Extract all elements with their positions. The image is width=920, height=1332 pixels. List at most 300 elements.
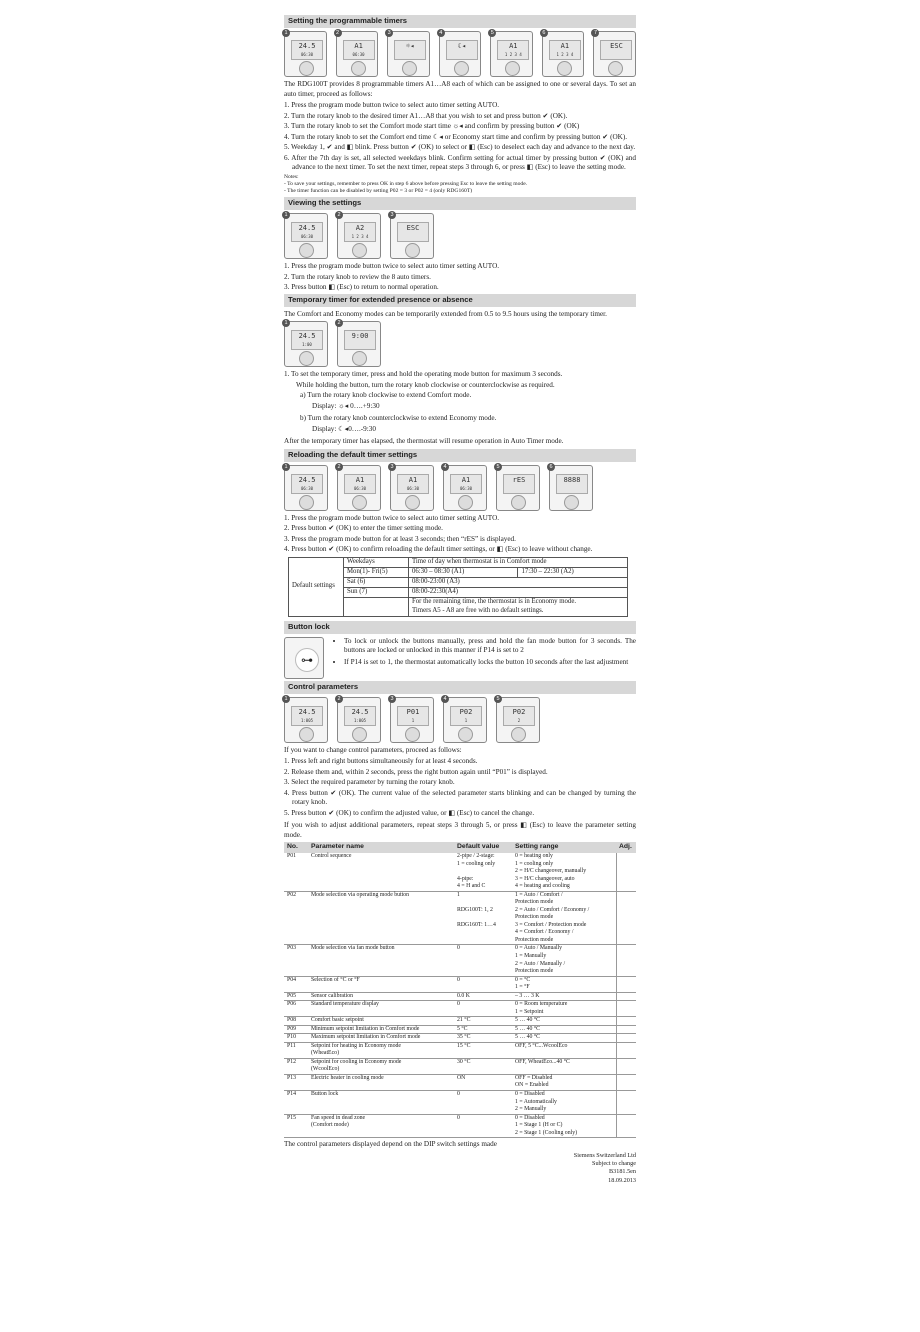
viewing-illustrations [284, 213, 636, 259]
button-lock-bullets [330, 637, 636, 679]
param-name: Comfort basic setpoint [308, 1017, 454, 1026]
reload-step: 3. Press the program mode button for at least 3 seconds; then “rES” is displayed. [284, 534, 516, 543]
thermostat-display [291, 330, 323, 350]
display-subvalue: 06:30 [300, 52, 314, 57]
rotary-knob-icon [299, 61, 314, 76]
thermostat-display [450, 474, 482, 494]
param-default: 0 [454, 976, 512, 992]
param-name: Fan speed in dead zone (Comfort mode) [308, 1114, 454, 1138]
step-number-badge: 1 [282, 463, 290, 471]
thermostat-display [497, 40, 529, 60]
temp-step: a) Turn the rotary knob clockwise to extend Comfort mode. [300, 391, 472, 400]
table-note: For the remaining time, the thermostat is in Economy mode. [412, 597, 577, 605]
param-name: Setpoint for heating in Economy mode (WheatEco) [308, 1042, 454, 1058]
footer-line: Siemens Switzerland Ltd [573, 1151, 636, 1159]
thermostat-illustration [284, 213, 328, 259]
param-adjust [616, 945, 636, 976]
param-default: 21 °C [454, 1017, 512, 1026]
param-range: 0 = Auto / Manually 1 = Manually 2 = Auto / Manually / Protection mode [512, 945, 616, 976]
thermostat-illustration [496, 465, 540, 511]
reload-illustrations [284, 465, 636, 511]
rotary-knob-icon [564, 495, 579, 510]
temp-step: b) Turn the rotary knob counterclockwise to extend Economy mode. [300, 414, 497, 423]
column-header: Parameter name [308, 842, 454, 853]
temp-display: Display: ☼◂ 0….+9:30 [312, 401, 380, 410]
reload-step: 4. Press button ✔ (OK) to confirm reloading the default timer settings, or ◧ (Esc) to leave without change. [284, 545, 593, 554]
display-value: 8888 [563, 475, 581, 484]
rotary-knob-icon [352, 727, 367, 742]
table-header-row [284, 842, 636, 853]
param-range: OFF, 5 °C...WcoolEco [512, 1042, 616, 1058]
step-number-badge: 6 [547, 463, 555, 471]
thermostat-illustration [443, 697, 487, 743]
rotary-knob-icon [511, 727, 526, 742]
thermostat-illustration [593, 31, 636, 77]
thermostat-display [291, 706, 323, 726]
display-subvalue: 1:005 [353, 717, 367, 723]
param-number: P02 [284, 891, 308, 945]
thermostat-illustration [337, 321, 381, 367]
timers-step: 1. Press the program mode button twice to select auto timer setting AUTO. [284, 101, 500, 109]
temp-step: While holding the button, turn the rotary knob clockwise or counterclockwise as required. [296, 380, 555, 389]
param-default: 0 [454, 945, 512, 976]
parameters-table [284, 842, 636, 1138]
step-number-badge: 2 [335, 695, 343, 703]
thermostat-illustration [284, 321, 328, 367]
section-heading-temporary-timer: Temporary timer for extended presence or absence [284, 294, 636, 307]
thermostat-display [450, 706, 482, 726]
rotary-knob-icon [299, 243, 314, 258]
display-value: A2 [355, 224, 365, 233]
param-default: 0 [454, 1001, 512, 1017]
param-number: P11 [284, 1042, 308, 1058]
rotary-knob-icon [458, 495, 473, 510]
footer [284, 1152, 636, 1185]
footer-line: 18.09.2013 [608, 1176, 636, 1184]
thermostat-illustration [443, 465, 487, 511]
step-number-badge: 2 [335, 211, 343, 219]
section-heading-button-lock: Button lock [284, 621, 636, 634]
step-number-badge: 2 [335, 319, 343, 327]
footer-line: B3181.5en [609, 1168, 636, 1176]
rotary-knob-icon [454, 61, 469, 76]
display-value: A1 [408, 475, 418, 484]
params-step: 2. Release them and, within 2 seconds, press the right button again until “P01” is displayed. [284, 767, 548, 776]
param-name: Selection of °C or °F [308, 976, 454, 992]
step-number-badge: 5 [494, 463, 502, 471]
thermostat-illustration [387, 31, 430, 77]
thermostat-illustration [336, 31, 379, 77]
param-number: P10 [284, 1034, 308, 1043]
display-subvalue: 1:00 [302, 342, 312, 348]
step-number-badge: 1 [282, 29, 290, 37]
step-number-badge: 2 [335, 463, 343, 471]
table-row [284, 976, 636, 992]
display-subvalue: 06:30 [300, 234, 314, 240]
display-value: A1 [461, 475, 471, 484]
display-value: ☼◂ [405, 42, 415, 50]
thermostat-display [291, 222, 323, 242]
thermostat-display [397, 706, 429, 726]
param-name: Electric heater in cooling mode [308, 1074, 454, 1090]
param-adjust [616, 1025, 636, 1034]
display-value: 24.5 [298, 475, 316, 484]
step-number-badge: 3 [388, 695, 396, 703]
param-number: P01 [284, 853, 308, 891]
document-page [284, 14, 636, 1185]
display-subvalue: 1 [411, 717, 415, 723]
table-cell: Mon(1)- Fri(5) [344, 567, 409, 577]
thermostat-illustration [490, 31, 533, 77]
timers-step: 6. After the 7th day is set, all selected weekdays blink. Confirm setting for actual timer by pressing button ✔ (OK) and advance to the next timer. To set the next timer, repeat steps 3 through 6, or press ◧ (Esc) to leave the setting mode. [284, 153, 636, 171]
rotary-knob-icon [405, 727, 420, 742]
column-header: No. [284, 842, 308, 853]
step-number-badge: 3 [385, 29, 393, 37]
timers-steps [284, 101, 636, 173]
param-default: 15 °C [454, 1042, 512, 1058]
param-range: – 3 … 3 K [512, 992, 616, 1001]
param-range: 5 … 40 °C [512, 1025, 616, 1034]
params-repeat: If you wish to adjust additional parameters, repeat steps 3 through 5, or press ◧ (Esc) to leave the parameter setting mode. [284, 821, 636, 839]
param-name: Minimum setpoint limitation in Comfort mode [308, 1025, 454, 1034]
key-icon: ⊶ [295, 648, 319, 672]
table-cell [409, 597, 628, 616]
param-number: P08 [284, 1017, 308, 1026]
section-heading-control-parameters: Control parameters [284, 681, 636, 694]
thermostat-display [344, 222, 376, 242]
timers-step: 5. Weekday 1, ✔ and ◧ blink. Press button ✔ (OK) to select or ◧ (Esc) to deselect each day and advance to the next day. [284, 143, 636, 151]
table-row [284, 1114, 636, 1138]
step-number-badge: 4 [437, 29, 445, 37]
thermostat-display [344, 706, 376, 726]
step-number-badge: 5 [488, 29, 496, 37]
thermostat-display [397, 474, 429, 494]
step-number-badge: 2 [334, 29, 342, 37]
rotary-knob-icon [405, 243, 420, 258]
table-cell [344, 597, 409, 616]
thermostat-illustration [542, 31, 585, 77]
table-row [284, 945, 636, 976]
param-default: 35 °C [454, 1034, 512, 1043]
thermostat-display [446, 40, 478, 60]
param-number: P12 [284, 1058, 308, 1074]
table-cell: 08:00-22:30(A4) [409, 587, 628, 597]
table-row [284, 1025, 636, 1034]
viewing-step: 2. Turn the rotary knob to review the 8 auto timers. [284, 272, 431, 281]
rotary-knob-icon [405, 495, 420, 510]
rotary-knob-icon [351, 61, 366, 76]
viewing-step: 1. Press the program mode button twice to select auto timer setting AUTO. [284, 262, 500, 271]
param-range: 0 = Disabled 1 = Automatically 2 = Manually [512, 1091, 616, 1115]
thermostat-display [503, 706, 535, 726]
thermostat-illustration [337, 697, 381, 743]
display-subvalue: 1:005 [300, 717, 314, 723]
display-value: ESC [406, 224, 420, 233]
param-adjust [616, 1001, 636, 1017]
thermostat-illustration [284, 697, 328, 743]
step-number-badge: 1 [282, 211, 290, 219]
thermostat-display [556, 474, 588, 494]
timers-illustrations [284, 31, 636, 77]
param-adjust [616, 1074, 636, 1090]
table-row [289, 557, 628, 567]
table-row [284, 1001, 636, 1017]
param-range: 0 = Room temperature 1 = Setpoint [512, 1001, 616, 1017]
param-range: 5 … 40 °C [512, 1034, 616, 1043]
params-steps [284, 757, 636, 818]
table-row [284, 1042, 636, 1058]
viewing-steps [284, 262, 636, 293]
param-range: 0 = Disabled 1 = Stage 1 (H or C) 2 = Stage 1 (Cooling only) [512, 1114, 616, 1138]
display-subvalue: 1 2 3 4 [556, 52, 574, 57]
notes-title: Notes: [284, 173, 299, 180]
timers-step: 4. Turn the rotary knob to set the Comfort end time ☾◂ or Economy start time and confirm by pressing button ✔ (OK). [284, 132, 628, 141]
thermostat-illustration [337, 213, 381, 259]
table-header: Weekdays [344, 557, 409, 567]
param-name: Maximum setpoint limitation in Comfort mode [308, 1034, 454, 1043]
step-number-badge: 5 [494, 695, 502, 703]
table-row [284, 853, 636, 891]
param-number: P03 [284, 945, 308, 976]
thermostat-illustration [549, 465, 593, 511]
display-value: ESC [610, 42, 623, 50]
thermostat-illustration [284, 465, 328, 511]
param-adjust [616, 992, 636, 1001]
section-heading-timers: Setting the programmable timers [284, 15, 636, 28]
table-row [284, 1074, 636, 1090]
rotary-knob-icon [299, 495, 314, 510]
param-range: OFF = Disabled ON = Enabled [512, 1074, 616, 1090]
param-adjust [616, 1034, 636, 1043]
table-row [284, 1058, 636, 1074]
param-number: P15 [284, 1114, 308, 1138]
param-default: 0 [454, 1091, 512, 1115]
param-name: Button lock [308, 1091, 454, 1115]
params-closing: The control parameters displayed depend on the DIP switch settings made [284, 1140, 497, 1149]
timers-intro: The RDG100T provides 8 programmable timers A1…A8 each of which can be assigned to one or several days. To set an auto timer, proceed as follows: [284, 80, 636, 98]
temp-display: Display: ☾◂0….-9:30 [312, 424, 376, 433]
list-item: • If P14 is set to 1, the thermostat automatically locks the button 10 seconds after the last adjustment [344, 658, 636, 668]
thermostat-illustration [496, 697, 540, 743]
temp-step: 1. To set the temporary timer, press and hold the operating mode button for maximum 3 seconds. [284, 370, 563, 379]
thermostat-display [291, 474, 323, 494]
display-value: 24.5 [298, 42, 316, 50]
table-row [284, 992, 636, 1001]
display-subvalue: 06:30 [353, 485, 367, 491]
display-subvalue: 06:30 [406, 485, 420, 491]
thermostat-illustration [337, 465, 381, 511]
param-adjust [616, 1017, 636, 1026]
table-header: Time of day when thermostat is in Comfort mode [409, 557, 628, 567]
param-adjust [616, 1058, 636, 1074]
display-subvalue: 2 [517, 717, 521, 723]
step-number-badge: 6 [540, 29, 548, 37]
note-line: - To save your settings, remember to press OK in step 6 above before pressing Esc to leave the setting mode. [284, 180, 528, 187]
display-value: rES [512, 475, 526, 484]
display-value: 24.5 [351, 707, 369, 716]
rotary-knob-icon [557, 61, 572, 76]
param-adjust [616, 1114, 636, 1138]
param-adjust [616, 853, 636, 891]
param-name: Mode selection via operating mode button [308, 891, 454, 945]
timers-step: 2. Turn the rotary knob to the desired timer A1…A8 that you wish to set and press button ✔ (OK). [284, 111, 568, 120]
rotary-knob-icon [352, 351, 367, 366]
step-number-badge: 7 [591, 29, 599, 37]
table-cell: Sat (6) [344, 577, 409, 587]
list-item: • To lock or unlock the buttons manually, press and hold the fan mode button for 3 seconds. The buttons are locked or unlocked in this manner if P14 is set to 2 [344, 637, 636, 656]
thermostat-display [394, 40, 426, 60]
table-row [284, 1034, 636, 1043]
params-intro: If you want to change control parameters, proceed as follows: [284, 745, 462, 754]
display-subvalue: 06:30 [300, 485, 314, 491]
param-number: P05 [284, 992, 308, 1001]
thermostat-display [343, 40, 375, 60]
params-illustrations [284, 697, 636, 743]
params-step: 5. Press button ✔ (OK) to confirm the adjusted value, or ◧ (Esc) to cancel the change. [284, 808, 535, 817]
temp-illustrations [284, 321, 636, 367]
column-header: Adj. [616, 842, 636, 853]
rotary-knob-icon [511, 495, 526, 510]
temp-after: After the temporary timer has elapsed, the thermostat will resume operation in Auto Timer mode. [284, 437, 564, 446]
param-range: 0 = °C 1 = °F [512, 976, 616, 992]
temp-intro: The Comfort and Economy modes can be temporarily extended from 0.5 to 9.5 hours using the temporary timer. [284, 309, 607, 318]
reload-steps [284, 514, 636, 555]
table-row [284, 891, 636, 945]
step-number-badge: 3 [388, 211, 396, 219]
param-number: P04 [284, 976, 308, 992]
thermostat-illustration [390, 697, 434, 743]
param-default: 2-pipe / 2-stage: 1 = cooling only 4-pipe: 4 = H and C [454, 853, 512, 891]
param-range: 5 … 40 °C [512, 1017, 616, 1026]
param-default: 30 °C [454, 1058, 512, 1074]
param-number: P09 [284, 1025, 308, 1034]
display-value: A1 [354, 42, 363, 50]
display-value: P02 [459, 707, 473, 716]
param-name: Sensor calibration [308, 992, 454, 1001]
display-value: A1 [560, 42, 570, 50]
params-step: 1. Press left and right buttons simultaneously for at least 4 seconds. [284, 757, 478, 766]
step-number-badge: 1 [282, 695, 290, 703]
viewing-step: 3. Press button ◧ (Esc) to return to normal operation. [284, 283, 439, 292]
param-default: 1 RDG100T: 1, 2 RDG160T: 1…4 [454, 891, 512, 945]
param-adjust [616, 1042, 636, 1058]
rotary-knob-icon [299, 351, 314, 366]
param-range: 1 = Auto / Comfort / Protection mode 2 = Auto / Comfort / Economy / Protection mode 3 = Comfort / Protection mode 4 = Comfort / Economy / Protection mode [512, 891, 616, 945]
display-value: 24.5 [298, 224, 316, 233]
thermostat-display [397, 222, 429, 242]
param-adjust [616, 1091, 636, 1115]
params-step: 3. Select the required parameter by turning the rotary knob. [284, 778, 455, 787]
reload-step: 1. Press the program mode button twice to select auto timer setting AUTO. [284, 513, 500, 522]
param-range: 0 = heating only 1 = cooling only 2 = H/C changeover, manually 3 = H/C changeover, auto 4 = heating and cooling [512, 853, 616, 891]
param-number: P13 [284, 1074, 308, 1090]
param-number: P14 [284, 1091, 308, 1115]
display-subvalue: 1 2 3 4 [504, 52, 522, 57]
table-row [284, 1091, 636, 1115]
display-value: A1 [509, 42, 518, 50]
table-cell: Sun (7) [344, 587, 409, 597]
param-name: Standard temperature display [308, 1001, 454, 1017]
display-value: P02 [512, 707, 526, 716]
param-default: 0.0 K [454, 992, 512, 1001]
display-subvalue: 1 2 3 4 [351, 234, 369, 240]
column-header: Setting range [512, 842, 616, 853]
thermostat-illustration [284, 31, 327, 77]
rotary-knob-icon [608, 61, 623, 76]
param-default: ON [454, 1074, 512, 1090]
table-cell: 06:30 – 08:30 (A1) [409, 567, 518, 577]
step-number-badge: 4 [441, 463, 449, 471]
parameters-table-body [284, 853, 636, 1138]
step-number-badge: 4 [441, 695, 449, 703]
display-value: P01 [406, 707, 420, 716]
param-adjust [616, 891, 636, 945]
display-value: ☾◂ [457, 42, 466, 50]
table-cell: Default settings [289, 557, 344, 616]
rotary-knob-icon [402, 61, 417, 76]
table-row [284, 1017, 636, 1026]
display-value: 9:00 [351, 332, 369, 341]
button-lock-illustration [284, 637, 324, 679]
thermostat-display [549, 40, 581, 60]
note-line: - The timer function can be disabled by setting P02 = 3 or P02 = 4 (only RDG160T) [284, 188, 473, 195]
rotary-knob-icon [352, 243, 367, 258]
params-step: 4. Press button ✔ (OK). The current value of the selected parameter starts blinking and can be changed by turning the rotary knob. [284, 788, 636, 807]
temp-steps [284, 370, 636, 434]
param-name: Mode selection via fan mode button [308, 945, 454, 976]
footer-line: Subject to change [592, 1160, 636, 1168]
rotary-knob-icon [505, 61, 520, 76]
section-heading-viewing: Viewing the settings [284, 197, 636, 210]
section-heading-reloading: Reloading the default timer settings [284, 449, 636, 462]
button-lock-block [284, 637, 636, 679]
default-settings-table [288, 557, 628, 617]
display-subvalue: 1 [464, 717, 468, 723]
param-name: Control sequence [308, 853, 454, 891]
display-subvalue: 06:30 [352, 52, 365, 57]
step-number-badge: 3 [388, 463, 396, 471]
column-header: Default value [454, 842, 512, 853]
table-cell: 08:00-23:00 (A3) [409, 577, 628, 587]
step-number-badge: 1 [282, 319, 290, 327]
display-value: 24.5 [298, 332, 316, 341]
thermostat-illustration [439, 31, 482, 77]
display-value: 24.5 [298, 707, 316, 716]
param-number: P06 [284, 1001, 308, 1017]
thermostat-display [600, 40, 632, 60]
param-default: 5 °C [454, 1025, 512, 1034]
timers-notes [284, 174, 636, 196]
table-note: Timers A5 - A8 are free with no default settings. [412, 606, 544, 614]
thermostat-illustration [390, 465, 434, 511]
thermostat-display [344, 330, 376, 350]
thermostat-display [344, 474, 376, 494]
thermostat-illustration [390, 213, 434, 259]
rotary-knob-icon [458, 727, 473, 742]
thermostat-display [291, 40, 323, 60]
param-name: Setpoint for cooling in Economy mode (WcoolEco) [308, 1058, 454, 1074]
display-subvalue: 06:30 [459, 485, 473, 491]
table-cell: 17:30 – 22:30 (A2) [518, 567, 628, 577]
param-default: 0 [454, 1114, 512, 1138]
param-range: OFF, WheatEco...40 °C [512, 1058, 616, 1074]
reload-step: 2. Press button ✔ (OK) to enter the timer setting mode. [284, 524, 443, 533]
param-adjust [616, 976, 636, 992]
display-value: A1 [355, 475, 365, 484]
rotary-knob-icon [299, 727, 314, 742]
thermostat-display [503, 474, 535, 494]
rotary-knob-icon [352, 495, 367, 510]
